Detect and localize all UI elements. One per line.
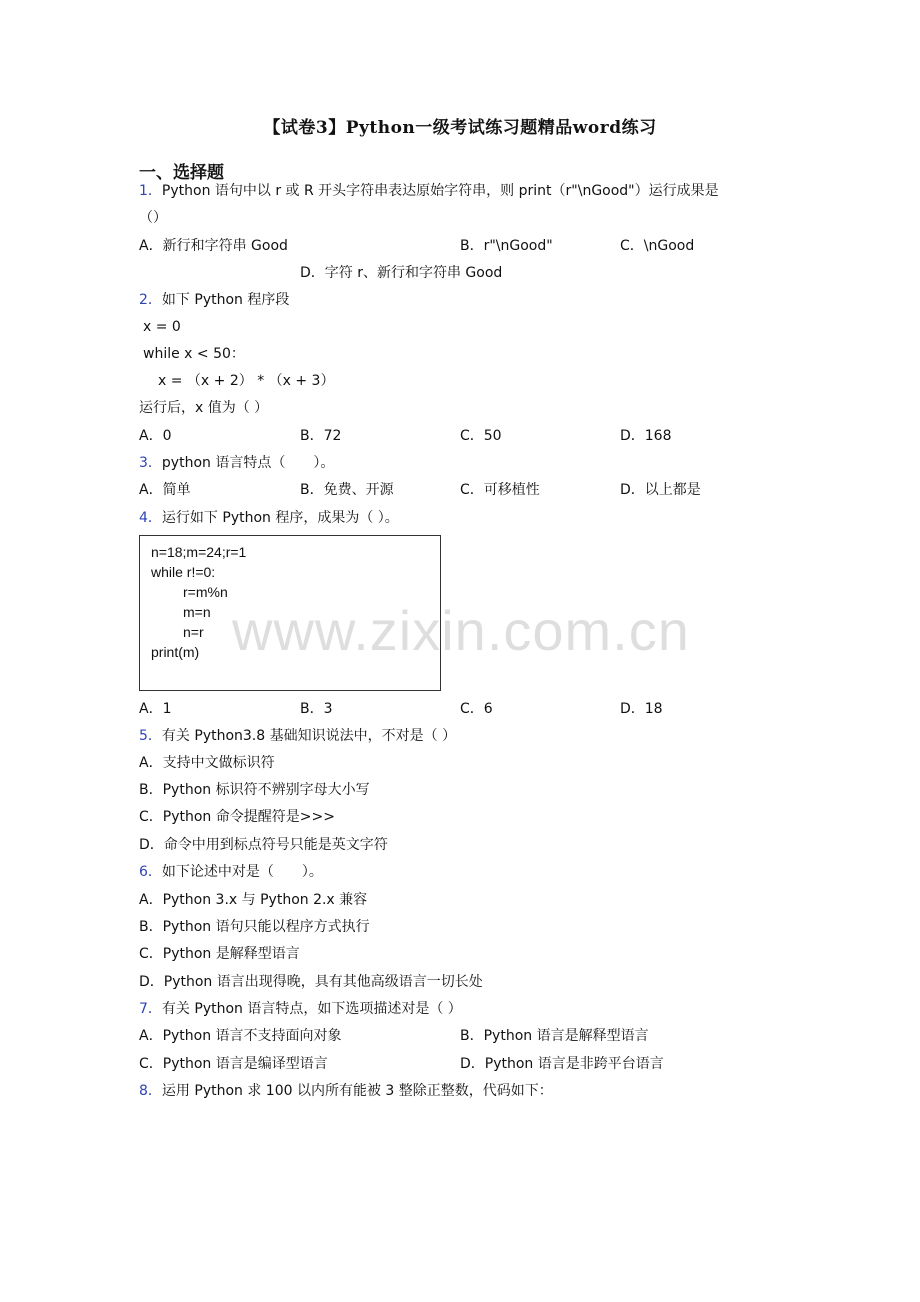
- question-2-continuation: 运行后，x 值为（ ）: [139, 400, 269, 416]
- option-c: C．\nGood: [620, 238, 695, 254]
- option-a: A．支持中文做标识符: [139, 755, 275, 771]
- code-line: while x < 50：: [143, 346, 245, 362]
- question-4: [139, 508, 399, 528]
- question-text: python 语言特点（ ）。: [161, 455, 335, 471]
- option-b: B．Python 标识符不辨别字母大小写: [139, 782, 370, 798]
- option-b: B．Python 语句只能以程序方式执行: [139, 919, 370, 935]
- option-c: C．可移植性: [460, 482, 540, 498]
- question-1: [139, 181, 719, 201]
- option-b: B．Python 语言是解释型语言: [460, 1028, 649, 1044]
- option-a: A．0: [139, 428, 172, 444]
- question-number: 2．: [139, 292, 162, 308]
- option-a: A．Python 语言不支持面向对象: [139, 1028, 342, 1044]
- option-c: C．Python 语言是编译型语言: [139, 1056, 328, 1072]
- option-d: D．命令中用到标点符号只能是英文字符: [139, 837, 388, 853]
- option-a: A．简单: [139, 482, 191, 498]
- document-title: 【试卷3】Python一级考试练习题精品word练习: [263, 118, 657, 138]
- code-line: x = 0: [143, 319, 181, 335]
- code-line: n=r: [183, 624, 204, 640]
- watermark: www.zixin.com.cn: [232, 599, 690, 662]
- question-3: [139, 453, 334, 473]
- question-2: [139, 290, 289, 310]
- option-c: C．Python 命令提醒符是>>>: [139, 809, 335, 825]
- question-number: 6．: [139, 864, 162, 880]
- question-text: Python 语句中以 r 或 R 开头字符串表达原始字符串，则 print（r"\nGood"）运行成果是: [161, 183, 719, 199]
- question-text: 有关 Python3.8 基础知识说法中，不对是（ ）: [161, 728, 457, 744]
- question-number: 8．: [139, 1083, 162, 1099]
- option-d: D．168: [620, 428, 672, 444]
- option-b: B．3: [300, 701, 333, 717]
- code-line: r=m%n: [183, 584, 228, 600]
- option-d: D．Python 语言是非跨平台语言: [460, 1056, 664, 1072]
- question-text: 有关 Python 语言特点，如下选项描述对是（ ）: [161, 1001, 462, 1017]
- question-number: 1．: [139, 183, 162, 199]
- option-a: A．Python 3.x 与 Python 2.x 兼容: [139, 892, 368, 908]
- question-number: 4．: [139, 510, 162, 526]
- question-number: 5．: [139, 728, 162, 744]
- code-line: while r!=0:: [151, 564, 216, 580]
- code-line: n=18;m=24;r=1: [151, 544, 247, 560]
- question-5: [139, 726, 456, 746]
- question-text: 如下论述中对是（ ）。: [161, 864, 323, 880]
- question-number: 3．: [139, 455, 162, 471]
- option-a: A．1: [139, 701, 172, 717]
- question-1-continuation: （）: [139, 210, 167, 226]
- code-line: print(m): [151, 644, 200, 660]
- option-d: D．字符 r、新行和字符串 Good: [300, 265, 503, 281]
- question-7: [139, 999, 462, 1019]
- option-d: D．Python 语言出现得晚，具有其他高级语言一切长处: [139, 974, 483, 990]
- question-text: 运用 Python 求 100 以内所有能被 3 整除正整数，代码如下：: [161, 1083, 553, 1099]
- question-number: 7．: [139, 1001, 162, 1017]
- question-text: 运行如下 Python 程序，成果为（ ）。: [161, 510, 399, 526]
- question-6: [139, 862, 323, 882]
- option-b: B．72: [300, 428, 342, 444]
- option-c: C．6: [460, 701, 493, 717]
- option-b: B．r"\nGood": [460, 238, 553, 254]
- question-8: [139, 1081, 553, 1101]
- section-heading: 一、选择题: [139, 163, 224, 183]
- option-b: B．免费、开源: [300, 482, 394, 498]
- option-c: C．50: [460, 428, 502, 444]
- code-line: x = （x + 2） * （x + 3）: [158, 373, 335, 389]
- option-d: D．以上都是: [620, 482, 701, 498]
- option-d: D．18: [620, 701, 663, 717]
- option-a: A．新行和字符串 Good: [139, 238, 288, 254]
- question-text: 如下 Python 程序段: [161, 292, 290, 308]
- code-line: m=n: [183, 604, 211, 620]
- option-c: C．Python 是解释型语言: [139, 946, 300, 962]
